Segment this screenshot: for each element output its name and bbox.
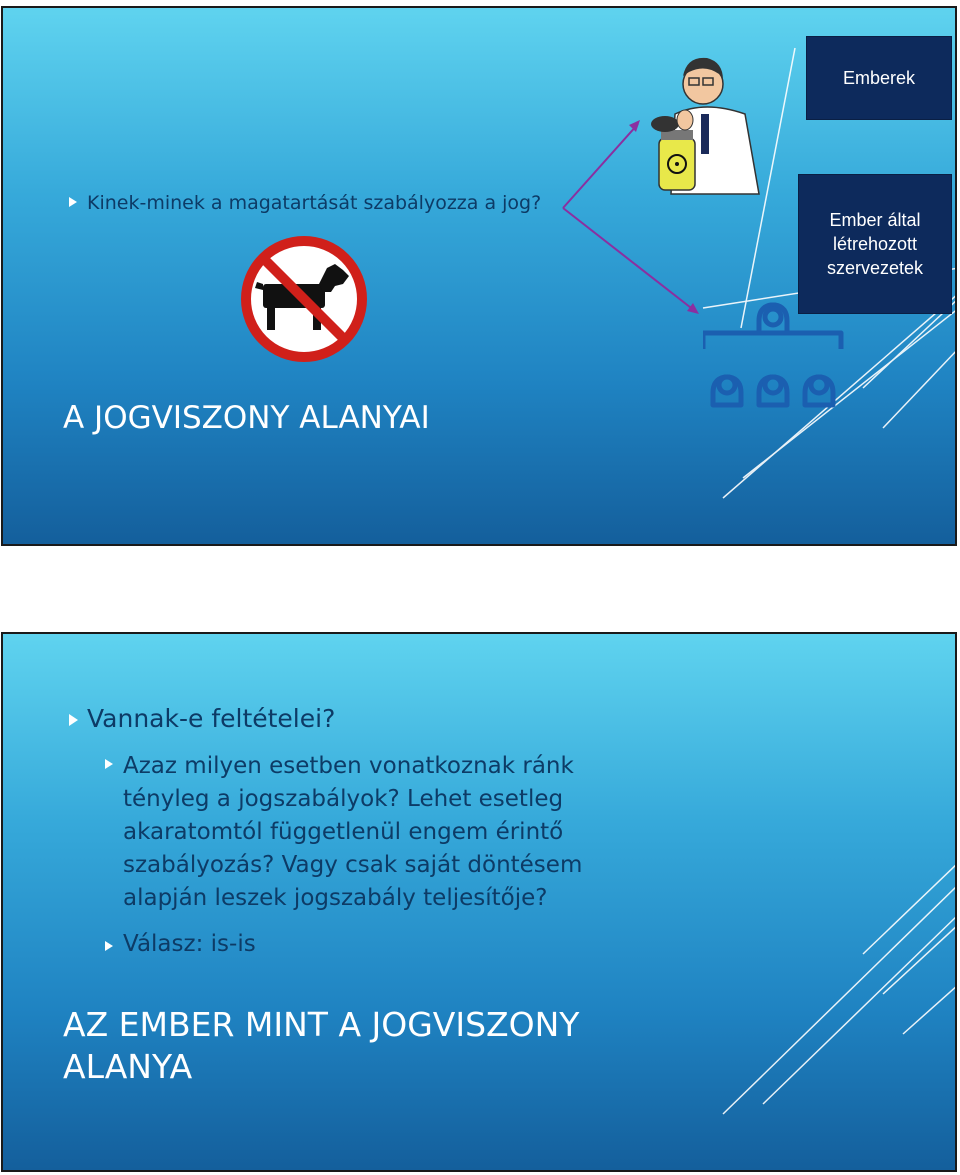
slide-1 [1, 6, 957, 546]
text-line: tényleg a jogszabályok? Lehet esetleg [123, 786, 564, 812]
text-line: alapján leszek jogszabály teljesítője? [123, 885, 548, 911]
no-dogs-sign-icon [239, 234, 369, 364]
slide2-heading: Vannak-e feltételei? [87, 704, 336, 733]
text-line: szabályozás? Vagy csak saját döntésem [123, 852, 583, 878]
organizations-box-label: Ember által létrehozott szervezetek [826, 210, 924, 278]
bullet-icon [69, 197, 77, 207]
people-box [806, 36, 952, 120]
slide2-title [63, 1004, 579, 1088]
scientist-icon [635, 44, 765, 204]
slide1-title: A JOGVISZONY ALANYAI [63, 400, 430, 436]
bullet-icon [105, 759, 113, 769]
title-line: AZ EMBER MINT A JOGVISZONY [63, 1005, 580, 1044]
slide2-sub1 [123, 750, 582, 915]
bullet-icon [105, 941, 113, 951]
organizations-box [798, 174, 952, 314]
slide-2 [1, 632, 957, 1172]
slide1-question: Kinek-minek a magatartását szabályozza a jog? [87, 192, 542, 214]
bullet-icon [69, 714, 78, 726]
text-line: Azaz milyen esetben vonatkoznak ránk [123, 753, 574, 779]
text-line: akaratomtól függetlenül engem érintő [123, 819, 564, 845]
slide2-sub2: Válasz: is-is [123, 931, 256, 957]
people-box-label: Emberek [842, 68, 916, 88]
title-line: ALANYA [63, 1047, 193, 1086]
